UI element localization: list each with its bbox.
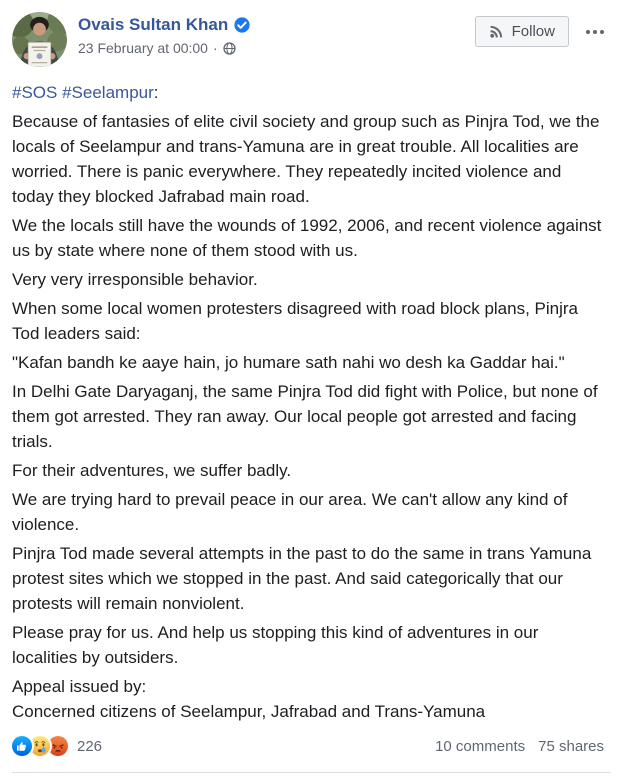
- avatar-photo: [12, 12, 67, 67]
- post-paragraph: Pinjra Tod made several attempts in the past to do the same in trans Yamuna protest sites which we stopped in the past. And said categorically that our protests will remain nonviolent.: [12, 544, 592, 613]
- avatar[interactable]: [12, 12, 67, 67]
- follow-button[interactable]: [475, 16, 569, 47]
- appeal-line-1: Appeal issued by:: [12, 677, 147, 696]
- meta-separator: ·: [212, 40, 218, 56]
- hashtag-sos[interactable]: #SOS: [12, 83, 58, 102]
- hashtag-line: [12, 80, 606, 105]
- more-options-button[interactable]: [584, 24, 606, 40]
- like-reaction-icon[interactable]: [12, 736, 32, 756]
- verified-badge-icon: [234, 17, 250, 33]
- author-name[interactable]: Ovais Sultan Khan: [78, 15, 229, 34]
- header-text: [78, 12, 250, 56]
- globe-privacy-icon: [223, 42, 236, 55]
- post-meta: [78, 40, 250, 56]
- hashtag-suffix: :: [153, 83, 159, 102]
- hashtag-seelampur[interactable]: #Seelampur: [62, 83, 154, 102]
- post-paragraph: We are trying hard to prevail peace in our area. We can't allow any kind of violence.: [12, 490, 568, 534]
- post-header: [12, 12, 606, 67]
- post-paragraph: Very very irresponsible behavior.: [12, 270, 258, 289]
- post-paragraph: Please pray for us. And help us stopping this kind of adventures in our localities by outsiders.: [12, 623, 539, 667]
- appeal-line-2: Concerned citizens of Seelampur, Jafrabad and Trans-Yamuna: [12, 702, 486, 721]
- ellipsis-icon: [586, 30, 590, 34]
- post-paragraph: For their adventures, we suffer badly.: [12, 461, 292, 480]
- reactions-summary[interactable]: [12, 736, 102, 756]
- post-paragraph: Because of fantasies of elite civil society and group such as Pinjra Tod, we the locals of Seelampur and trans-Yamuna are in great trouble. All localities are worried. There is panic everywhere. They repeatedly incited violence and today they blocked Jafrabad main road.: [12, 112, 600, 206]
- post-paragraph: "Kafan bandh ke aaye hain, jo humare sath nahi wo desh ka Gaddar hai.": [12, 353, 565, 372]
- angry-reaction-icon[interactable]: [48, 736, 68, 756]
- follow-button-label: Follow: [511, 23, 555, 40]
- post-paragraph: When some local women protesters disagreed with road block plans, Pinjra Tod leaders said:: [12, 299, 578, 343]
- post-paragraph: We the locals still have the wounds of 1992, 2006, and recent violence against us by state where none of them stood with us.: [12, 216, 602, 260]
- reaction-count[interactable]: 226: [77, 737, 103, 755]
- footer-links: [435, 738, 604, 755]
- footer-divider: [12, 772, 611, 773]
- post-footer: [12, 736, 606, 756]
- header-actions: [475, 12, 606, 47]
- post-body: [12, 80, 606, 724]
- follow-rss-icon: [489, 24, 504, 39]
- post-paragraph: In Delhi Gate Daryaganj, the same Pinjra Tod did fight with Police, but none of them got arrested. They ran away. Our local people got arrested and facing trials.: [12, 382, 598, 451]
- shares-link[interactable]: 75 shares: [538, 737, 604, 755]
- post-timestamp[interactable]: 23 February at 00:00: [78, 40, 208, 56]
- appeal-block: [12, 674, 606, 724]
- comments-link[interactable]: 10 comments: [435, 737, 526, 755]
- sad-reaction-icon[interactable]: [30, 736, 50, 756]
